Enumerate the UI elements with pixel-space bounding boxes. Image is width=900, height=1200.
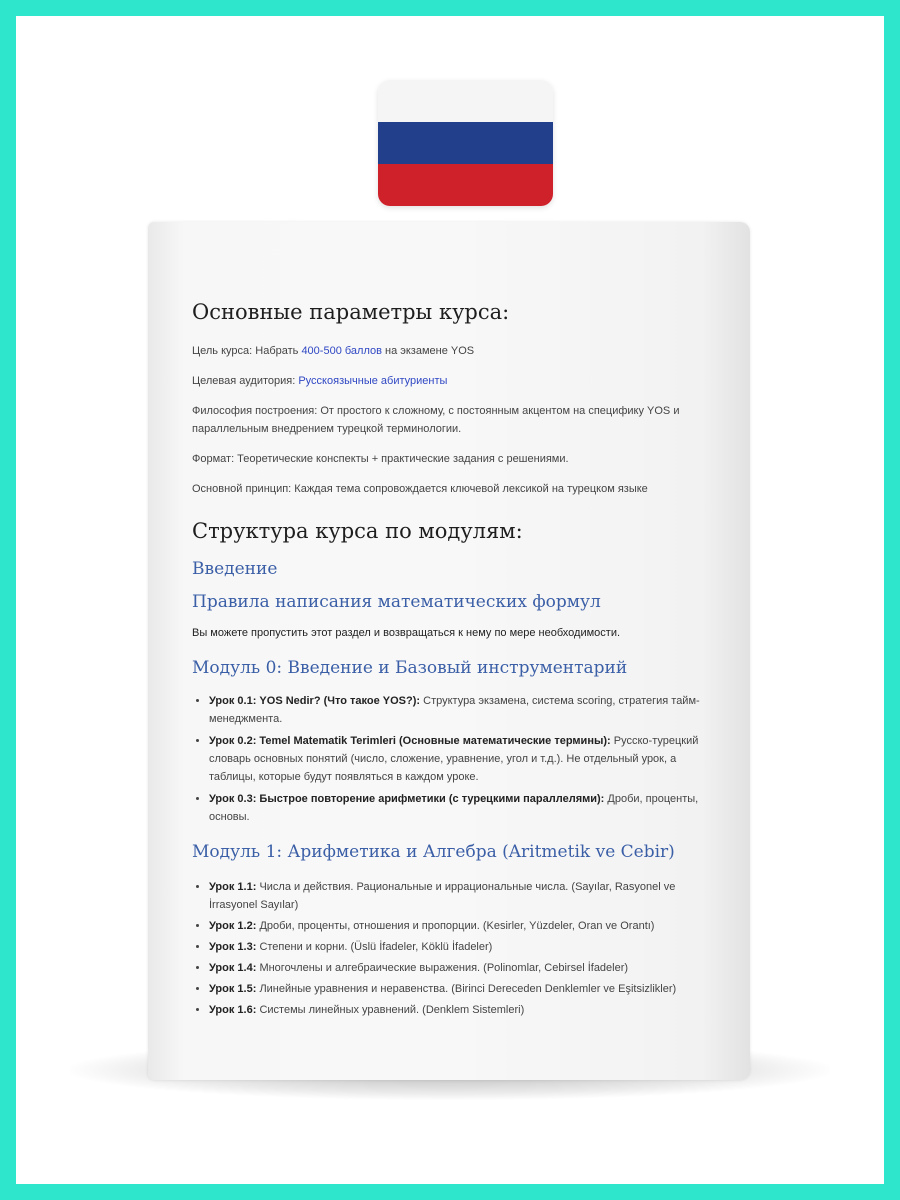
format-line: Формат: Теоретические конспекты + практические задания с решениями.	[192, 453, 569, 465]
lesson-item	[209, 959, 722, 977]
lesson-text: Русско-турецкий словарь основных понятий (число, сложение, уравнение, угол и т.д.). Не отдельный урок, а таблицы, которые будут появляться в каждом уроке.	[209, 735, 699, 783]
lesson-head: Урок 1.1:	[209, 881, 257, 893]
params-title: Основные параметры курса:	[192, 300, 510, 324]
document-content	[192, 300, 722, 1019]
audience-value: Русскоязычные абитуриенты	[298, 375, 448, 387]
lesson-head: Урок 1.4:	[209, 962, 257, 974]
goal-label: Цель курса: Набрать	[192, 345, 302, 357]
lesson-text: Системы линейных уравнений. (Denklem Sistemleri)	[256, 1004, 525, 1016]
lesson-head: Урок 1.2:	[209, 920, 257, 932]
intro-heading: Введение	[192, 559, 278, 579]
module1-heading: Модуль 1: Арифметика и Алгебра (Aritmetik ve Cebir)	[192, 842, 675, 862]
lesson-text: Степени и корни. (Üslü İfadeler, Köklü İfadeler)	[256, 941, 493, 953]
lesson-item	[209, 790, 722, 826]
flag-blue-stripe	[378, 122, 553, 164]
lesson-item	[209, 692, 722, 728]
lesson-item	[209, 732, 722, 786]
lesson-head: Урок 1.3:	[209, 941, 257, 953]
lesson-item	[209, 917, 722, 935]
lesson-text: Числа и действия. Рациональные и иррациональные числа. (Sayılar, Rasyonel ve İrrasyonel Sayılar)	[209, 881, 676, 911]
rules-note: Вы можете пропустить этот раздел и возвращаться к нему по мере необходимости.	[192, 627, 621, 639]
module1-lessons	[192, 878, 722, 1019]
lesson-item	[209, 980, 722, 998]
lesson-text: Структура экзамена, система scoring, стратегия тайм-менеджмента.	[209, 695, 700, 725]
module0-heading: Модуль 0: Введение и Базовый инструментарий	[192, 658, 628, 678]
lesson-head: Урок 0.1: YOS Nedir? (Что такое YOS?):	[209, 695, 421, 707]
philosophy-line: Философия построения: От простого к сложному, с постоянным акцентом на специфику YOS и параллельным внедрением турецкой терминологии.	[192, 405, 680, 435]
lesson-text: Линейные уравнения и неравенства. (Birinci Dereceden Denklemler ve Eşitsizlikler)	[256, 983, 677, 995]
goal-suffix: на экзамене YOS	[381, 345, 475, 357]
lesson-text: Дроби, проценты, основы.	[209, 793, 699, 823]
structure-title: Структура курса по модулям:	[192, 519, 523, 543]
principle-line: Основной принцип: Каждая тема сопровождается ключевой лексикой на турецком языке	[192, 483, 648, 495]
lesson-head: Урок 0.3: Быстрое повторение арифметики (с турецкими параллелями):	[209, 793, 605, 805]
rules-heading: Правила написания математических формул	[192, 592, 601, 612]
lesson-text: Многочлены и алгебраические выражения. (Polinomlar, Cebirsel İfadeler)	[256, 962, 629, 974]
goal-line	[192, 342, 722, 360]
lesson-item	[209, 878, 722, 914]
lesson-text: Дроби, проценты, отношения и пропорции. (Kesirler, Yüzdeler, Oran ve Orantı)	[256, 920, 655, 932]
lesson-item	[209, 1001, 722, 1019]
flag-red-stripe	[378, 164, 553, 206]
lesson-item	[209, 938, 722, 956]
lesson-head: Урок 1.5:	[209, 983, 257, 995]
goal-value: 400-500 баллов	[301, 345, 382, 357]
audience-line	[192, 372, 722, 390]
audience-label: Целевая аудитория:	[192, 375, 299, 387]
lesson-head: Урок 0.2: Temel Matematik Terimleri (Основные математические термины):	[209, 735, 611, 747]
module0-lessons	[192, 692, 722, 826]
lesson-head: Урок 1.6:	[209, 1004, 257, 1016]
russia-flag-icon	[378, 80, 553, 206]
flag-white-stripe	[378, 80, 553, 122]
